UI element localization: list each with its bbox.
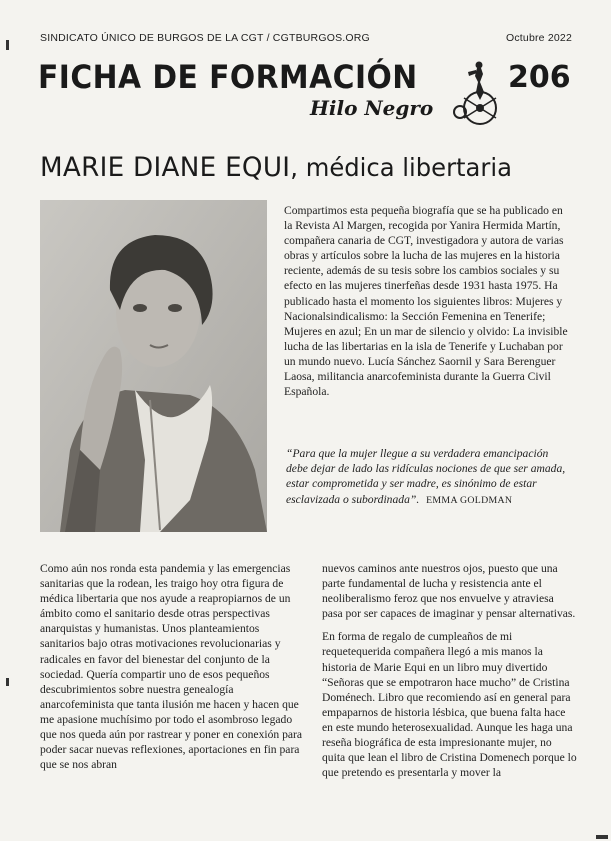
- body-column-left: [40, 561, 305, 780]
- portrait-photo: [40, 200, 267, 532]
- masthead-title: FICHA DE FORMACIÓN: [38, 58, 418, 96]
- body-paragraph: Como aún nos ronda esta pandemia y las emergencias sanitarias que la rodean, les traigo hoy otra figura de médica libertaria que nos ayude a reapropiarnos de un ámbito como el sanitario desde otras perspectivas anarquistas y humanistas. Unos planteamientos sanitarios bajo otras motivaciones revolucionarias y radicales en favor del bienestar del conjunto de la sociedad. Quería compartir uno de esos pequeños descubrimientos sobre nuestra genealogía anarcofeminista que tanta ilusión me hacen y hacen que me apasione muchísimo por todo el asombroso legado que nos queda aún por rastrear y poner en conexión para poder sacar nuevas reflexiones, aportaciones en fin para que se nos abran: [40, 562, 303, 772]
- body-column-right: [322, 561, 577, 788]
- issue-date: Octubre 2022: [505, 32, 572, 44]
- headline-name: MARIE DIANE EQUI: [40, 152, 291, 183]
- body-paragraph: nuevos caminos ante nuestros ojos, puesto que una parte fundamental de lucha y resistencia ante el neoliberalismo feroz que nos envuelve y atraviesa pasa por ser capaces de imaginar y pensar alternativas.: [322, 562, 576, 621]
- quote-text: “Para que la mujer llegue a su verdadera emancipación debe dejar de lado las ridículas nociones de que ser amada, estar comprometida y ser madre, es sinónimo de estar esclavizada o subordinada”.: [286, 447, 566, 506]
- page-header: [40, 32, 572, 44]
- cyclist-emblem-icon: [450, 60, 502, 126]
- scan-mark: [596, 835, 608, 839]
- article-headline: [40, 152, 564, 183]
- headline-role: , médica libertaria: [290, 153, 512, 182]
- body-paragraph: En forma de regalo de cumpleaños de mi requetequerida compañera llegó a mis manos la historia de Marie Equi en un libro muy divertido “Señoras que se empotraron hace mucho” de Cristina Doménech. Libro que recomiendo así en general para empaparnos de historia lésbica, que buena falta hace en este mundo heterosexualidad. Aunque les haga una reseña biográfica de esta impresionante mujer, no quita que lean el libro de Cristina Domenech porque lo que pretendo es presentarla y mover la: [322, 630, 577, 780]
- masthead-subtitle: Hilo Negro: [310, 96, 434, 120]
- organization-label: SINDICATO ÚNICO DE BURGOS DE LA CGT / CGTBURGOS.ORG: [40, 32, 370, 44]
- scan-mark: [6, 40, 9, 50]
- issue-number: 206: [508, 60, 571, 95]
- masthead: [38, 58, 578, 128]
- intro-paragraph: [284, 203, 574, 399]
- scan-mark: [6, 678, 9, 686]
- intro-text: Compartimos esta pequeña biografía que se ha publicado en la Revista Al Margen, recogida por Yanira Hermida Martín, compañera canaria de CGT, investigadora y autora de varias obras y artículos sobre la lucha de las mujeres en la historia reciente, además de su tesis sobre los cambios sociales y su efecto en las mujeres tinerfeñas desde 1931 hasta 1975. Ha publicado hasta el momento los siguientes libros: Mujeres y Nacionalsindicalismo: la Sección Femenina en Tenerife; Mujeres en azul; En un mar de silencio y olvido: La invisible lucha de las libertarias en la isla de Tenerife y Luchaban por un mundo nuevo. Lucía Sánchez Saornil y Sara Berenguer Laosa, militancia anarcofeminista durante la Guerra Civil Española.: [284, 204, 568, 399]
- quote-author: EMMA GOLDMAN: [426, 494, 513, 506]
- pull-quote: [286, 446, 570, 508]
